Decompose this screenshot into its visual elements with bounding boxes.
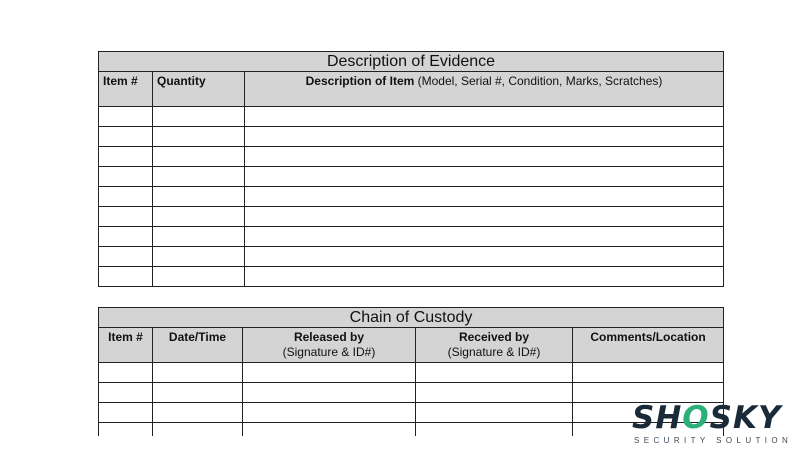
released-cell[interactable] [243, 363, 416, 383]
datetime-cell[interactable] [153, 363, 243, 383]
received-cell[interactable] [416, 383, 573, 403]
description-header-note: (Model, Serial #, Condition, Marks, Scratches) [414, 74, 663, 88]
datetime-cell[interactable] [153, 403, 243, 423]
released-cell[interactable] [243, 403, 416, 423]
datetime-cell[interactable] [153, 383, 243, 403]
custody-released-header [243, 328, 416, 363]
item-cell[interactable] [99, 403, 153, 423]
evidence-title: Description of Evidence [99, 52, 724, 72]
table-row [99, 403, 724, 423]
comments-cell[interactable] [573, 363, 724, 383]
table-row [99, 383, 724, 403]
received-cell[interactable] [416, 423, 573, 437]
logo-text-end: SKY [709, 400, 782, 436]
released-header-bold: Released by [293, 330, 365, 344]
evidence-quantity-header: Quantity [153, 72, 245, 107]
logo-o-mark: O [682, 400, 710, 436]
item-cell[interactable] [99, 383, 153, 403]
shosky-logo [632, 402, 798, 448]
released-header-note: (Signature & ID#) [282, 345, 376, 359]
custody-received-header [416, 328, 573, 363]
table-row [99, 423, 724, 437]
released-cell[interactable] [243, 383, 416, 403]
custody-table [98, 307, 724, 436]
released-cell[interactable] [243, 423, 416, 437]
custody-item-header: Item # [99, 328, 153, 363]
table-row [99, 363, 724, 383]
logo-wordmark [632, 402, 781, 434]
logo-text-start: SH [632, 400, 683, 436]
item-cell[interactable] [99, 363, 153, 383]
received-header-note: (Signature & ID#) [447, 345, 541, 359]
received-header-bold: Received by [458, 330, 530, 344]
item-cell[interactable] [99, 423, 153, 437]
description-header-bold: Description of Item [305, 74, 415, 88]
logo-tagline: SECURITY SOLUTION [634, 436, 793, 445]
received-cell[interactable] [416, 363, 573, 383]
evidence-item-header: Item # [99, 72, 153, 107]
received-cell[interactable] [416, 403, 573, 423]
custody-comments-header: Comments/Location [573, 328, 724, 363]
custody-datetime-header: Date/Time [153, 328, 243, 363]
datetime-cell[interactable] [153, 423, 243, 437]
custody-title: Chain of Custody [99, 308, 724, 328]
